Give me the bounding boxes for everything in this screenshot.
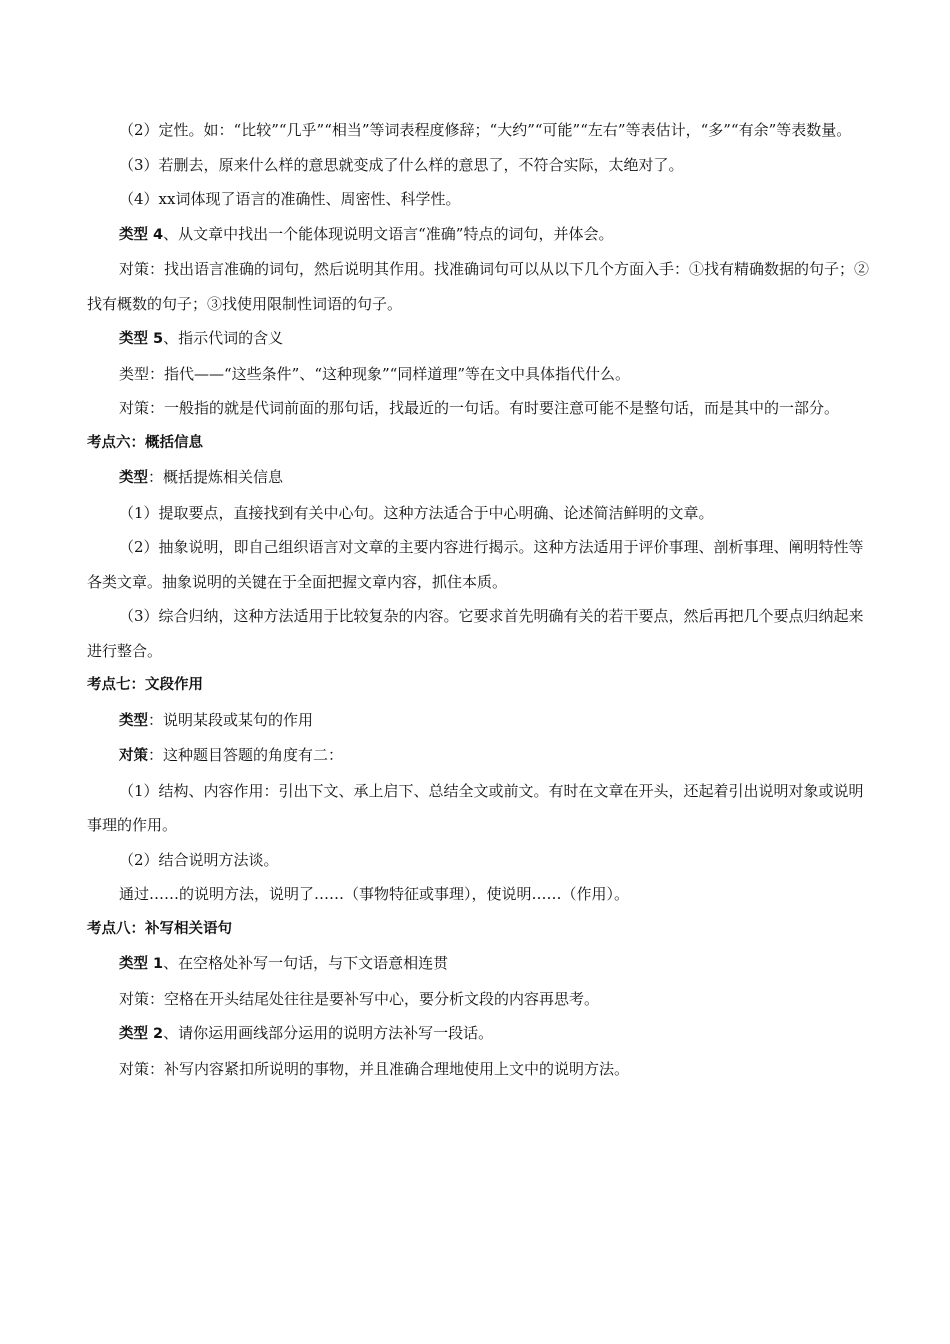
section6-type-text: ：概括提炼相关信息 xyxy=(148,468,284,486)
section6-item: （2）抽象说明，即自己组织语言对文章的主要内容进行揭示。这种方法适用于评价事理、剖析事理、阐明特性等各类文章。抽象说明的关键在于全面把握文章内容，抓住本质。 xyxy=(87,538,864,591)
type5-lead: 类型 5 xyxy=(119,331,164,347)
section8-type1-text: 、在空格处补写一句话，与下文语意相连贯 xyxy=(163,954,449,972)
section7-strategy xyxy=(87,738,877,774)
paragraph-type4 xyxy=(87,217,877,253)
paragraph-accuracy: （4）xx词体现了语言的准确性、周密性、科学性。 xyxy=(119,190,461,208)
paragraph-type5-type: 类型：指代——“这些条件”、“这种现象”“同样道理”等在文中具体指代什么。 xyxy=(119,364,631,383)
section7-item: （1）结构、内容作用：引出下文、承上启下、总结全文或前文。有时在文章在开头，还起着引出说明对象或说明事理的作用。 xyxy=(87,781,864,834)
paragraph-delete-effect: （3）若删去，原来什么样的意思就变成了什么样的意思了，不符合实际，太绝对了。 xyxy=(119,155,684,174)
type4-text: 、从文章中找出一个能体现说明文语言“准确”特点的词句，并体会。 xyxy=(163,224,614,243)
section8-type1-lead: 类型 1 xyxy=(119,956,164,972)
section7-item: 通过……的说明方法，说明了……（事物特征或事理），使说明……（作用）。 xyxy=(119,885,630,903)
section6-type-lead: 类型 xyxy=(119,470,148,486)
section6-item: （1）提取要点，直接找到有关中心句。这种方法适合于中心明确、论述简洁鲜明的文章。 xyxy=(119,503,714,522)
section6-item: （3）综合归纳，这种方法适用于比较复杂的内容。它要求首先明确有关的若干要点，然后再把几个要点归纳起来进行整合。 xyxy=(87,607,864,660)
section7-type-text: ：说明某段或某句的作用 xyxy=(148,710,314,729)
section8-type2 xyxy=(87,1016,877,1052)
section7-strategy-lead: 对策 xyxy=(119,748,148,764)
section-heading-8: 考点八：补写相关语句 xyxy=(87,920,232,937)
paragraph-type5-strategy: 对策：一般指的就是代词前面的那句话，找最近的一句话。有时要注意可能不是整句话，而是其中的一部分。 xyxy=(119,399,840,417)
section7-item: （2）结合说明方法谈。 xyxy=(119,850,279,869)
type4-lead: 类型 4 xyxy=(119,226,164,243)
section8-type2-strategy: 对策：补写内容紧扣所说明的事物，并且准确合理地使用上文中的说明方法。 xyxy=(119,1059,630,1078)
section-heading-7: 考点七：文段作用 xyxy=(87,677,203,693)
paragraph-qualitative: （2）定性。如：“比较”“几乎”“相当”等词表程度修辞；“大约”“可能”“左右”等表估计，“多”“有余”等表数量。 xyxy=(119,121,852,139)
paragraph-type4-strategy: 对策：找出语言准确的词句，然后说明其作用。找准确词句可以从以下几个方面入手：①找有精确数据的句子；②找有概数的句子；③找使用限制性词语的句子。 xyxy=(87,260,870,313)
section8-type2-text: 、请你运用画线部分运用的说明方法补写一段话。 xyxy=(163,1024,494,1042)
section-heading-6: 考点六：概括信息 xyxy=(87,434,203,451)
section7-type xyxy=(87,703,877,739)
type5-text: 、指示代词的含义 xyxy=(163,329,284,347)
section6-type xyxy=(87,460,877,496)
section7-type-lead: 类型 xyxy=(119,712,148,729)
section8-type1-strategy: 对策：空格在开头结尾处往往是要补写中心，要分析文段的内容再思考。 xyxy=(119,989,600,1008)
section8-type2-lead: 类型 2 xyxy=(119,1026,164,1042)
document-body xyxy=(87,113,877,1086)
paragraph-type5 xyxy=(87,321,877,357)
section8-type1 xyxy=(87,946,877,982)
section7-strategy-text: ：这种题目答题的角度有二： xyxy=(148,746,344,764)
